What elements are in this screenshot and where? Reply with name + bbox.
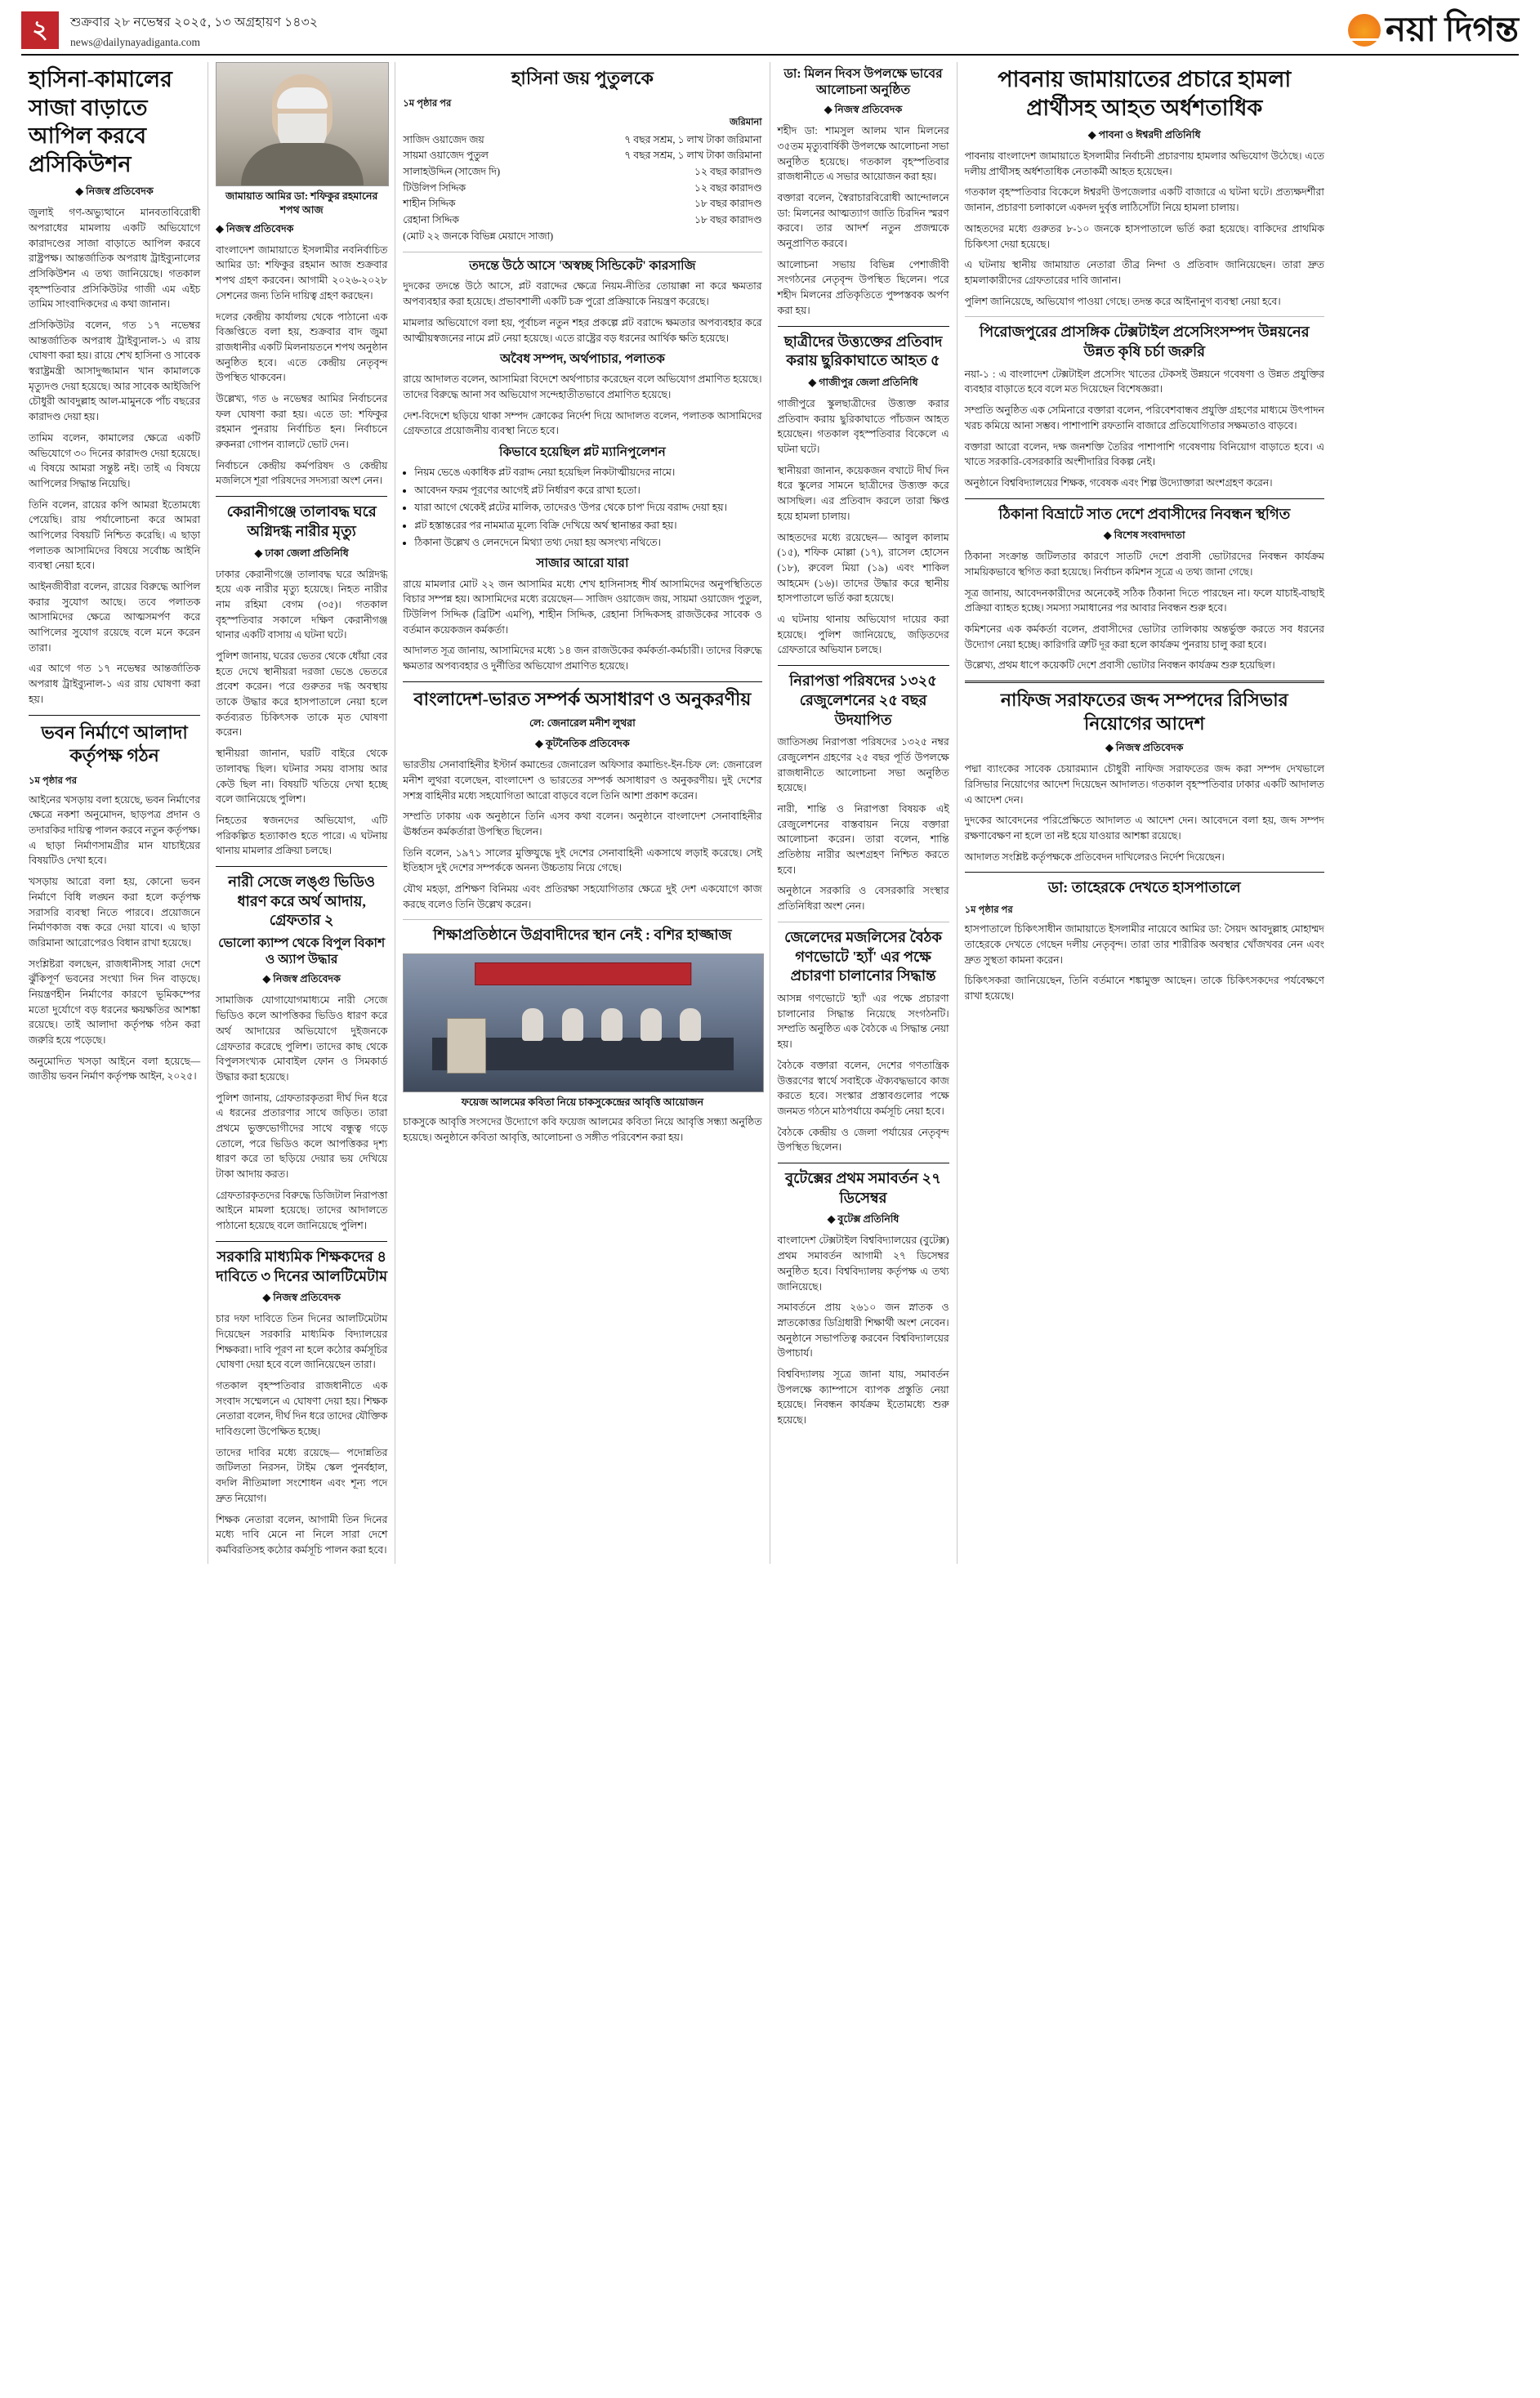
article-paragraph: যৌথ মহড়া, প্রশিক্ষণ বিনিময় এবং প্রতিরক্ষা সহযোগিতার ক্ষেত্রে দুই দেশ একযোগে কাজ করছে বলেও তিনি উল্লেখ করেন। bbox=[403, 883, 762, 910]
sub-deck: কিভাবে হয়েছিল প্লট ম্যানিপুলেশন bbox=[499, 445, 666, 460]
row-label: রেহানা সিদ্দিক bbox=[403, 213, 459, 226]
byline: ◆ নিজস্ব প্রতিবেদক bbox=[262, 973, 341, 985]
column-3 bbox=[395, 62, 770, 1564]
row-value: ১৮ বছর কারাদণ্ড bbox=[694, 213, 762, 226]
article-paragraph: আদালত সূত্র জানায়, আসামিদের মধ্যে ১৪ জন রাজউকের কর্মকর্তা-কর্মচারী। তাদের বিরুদ্ধে ক্ষমতার অপব্যবহার ও দুর্নীতির অভিযোগ প্রমাণিত হয়েছে। bbox=[403, 645, 762, 672]
article-paragraph: কমিশনের এক কর্মকর্তা বলেন, প্রবাসীদের ভোটার তালিকায় অন্তর্ভুক্ত করতে সব ধরনের উদ্যোগ নেয়া হচ্ছে। কারিগরি ত্রুটি দূর করা হলে কার্যক্রম পুনরায় চালু করা হবে। bbox=[964, 623, 1324, 650]
article-paragraph: সামাজিক যোগাযোগমাধ্যমে নারী সেজে ভিডিও কলে আপত্তিকর ভিডিও ধারণ করে অর্থ আদায়ের অভিযোগে দুইজনকে গ্রেফতার করেছে পুলিশ। তাদের কাছ থেকে বিপুলসংখ্যক মোবাইল ফোন ও সিমকার্ড উদ্ধার করা হয়েছে। bbox=[216, 994, 388, 1083]
article-paragraph: নারী, শান্তি ও নিরাপত্তা বিষয়ক এই রেজুলেশনের বাস্তবায়ন নিয়ে বক্তারা আলোচনা করেন। তারা বলেন, শান্তি প্রতিষ্ঠায় নারীর অংশগ্রহণ নিশ্চিত করতে হবে। bbox=[777, 803, 949, 876]
article-paragraph: ভারতীয় সেনাবাহিনীর ইস্টার্ন কমান্ডের জেনারেল অফিসার কমান্ডিং-ইন-চিফ লে: জেনারেল মনীশ লুথরা বলেছেন, বাংলাদেশ ও ভারতের সম্পর্ক অসাধারণ ও অনুকরণীয়। দুই দেশের সশস্ত্র বাহিনীর মধ্যে সহযোগিতা আরো বাড়বে বলে তিনি আশা প্রকাশ করেন। bbox=[403, 759, 762, 802]
column-2 bbox=[208, 62, 395, 1564]
article-paragraph: চিকিৎসকরা জানিয়েছেন, তিনি বর্তমানে শঙ্কামুক্ত আছেন। তাকে চিকিৎসকদের পর্যবেক্ষণে রাখা হয়েছে। bbox=[964, 975, 1324, 1002]
article-paragraph: আদালত সংশ্লিষ্ট কর্তৃপক্ষকে প্রতিবেদন দাখিলেরও নির্দেশ দিয়েছেন। bbox=[964, 851, 1225, 863]
row-value: ১২ বছর কারাদণ্ড bbox=[694, 165, 762, 177]
sub-headline: ডা: মিলন দিবস উপলক্ষে ভাবের আলোচনা অনুষ্ঠিত bbox=[783, 67, 943, 98]
row-label: (মোট ২২ জনকে বিভিন্ন মেয়াদে সাজা) bbox=[403, 230, 554, 242]
sub-headline: ছাত্রীদের উত্ত্যক্তের প্রতিবাদ করায় ছুরিকাঘাতে আহত ৫ bbox=[783, 333, 943, 369]
row-label: শাহীন সিদ্দিক bbox=[403, 198, 456, 210]
article-paragraph: পদ্মা ব্যাংকের সাবেক চেয়ারম্যান চৌধুরী নাফিজ সরাফতের জব্দ করা সম্পদ দেখভালে রিসিভার নিয়োগের আদেশ দিয়েছেন আদালত। গতকাল বৃহস্পতিবার ঢাকার একটি আদালত এ আদেশ দেন। bbox=[964, 763, 1324, 806]
article-paragraph: এ ঘটনায় স্থানীয় জামায়াত নেতারা তীব্র নিন্দা ও প্রতিবাদ জানিয়েছেন। তারা দ্রুত হামলাকারীদের গ্রেফতারের দাবি জানান। bbox=[964, 259, 1324, 286]
article-paragraph: তিনি বলেন, রায়ের কপি আমরা ইতোমধ্যে পেয়েছি। রায় পর্যালোচনা করে আমরা আপিলের বিষয়টি নিশ্চিত করেছি। এ ছাড়া পলাতক আসামিদের বিষয়ে সর্বোচ্চ আইনি ব্যবস্থা নেয়া হবে। bbox=[29, 498, 201, 572]
table-row bbox=[403, 229, 761, 245]
sub-headline: ভবন নির্মাণে আলাদা কর্তৃপক্ষ গঠন bbox=[41, 721, 188, 766]
row-label: সাজিদ ওয়াজেদ জয় bbox=[403, 133, 484, 145]
lead-headline: হাসিনা-কামালের সাজা বাড়াতে আপিল করবে প্রসিকিউশন bbox=[29, 67, 172, 176]
article-paragraph: তাদের দাবির মধ্যে রয়েছে— পদোন্নতির জটিলতা নিরসন, টাইম স্কেল পুনর্বহাল, বদলি নীতিমালা সংশোধন এবং শূন্য পদে দ্রুত নিয়োগ। bbox=[216, 1446, 388, 1504]
article-paragraph: গাজীপুরে স্কুলছাত্রীদের উত্ত্যক্ত করার প্রতিবাদ করায় ছুরিকাঘাতে পাঁচজন আহত হয়েছেন। গতকাল বৃহস্পতিবার বিকেলে এ ঘটনা ঘটে। bbox=[777, 398, 949, 456]
continuation-note: ১ম পৃষ্ঠার পর bbox=[964, 904, 1013, 916]
divider bbox=[403, 919, 761, 920]
bullet-list bbox=[414, 465, 761, 550]
divider bbox=[778, 665, 949, 666]
divider bbox=[216, 496, 387, 497]
photo-podium bbox=[447, 1018, 486, 1074]
article-paragraph: সংশ্লিষ্টরা বলছেন, রাজধানীসহ সারা দেশে ঝুঁকিপূর্ণ ভবনের সংখ্যা দিন দিন বাড়ছে। নিয়ন্ত্রণহীন নির্মাণের কারণে ভূমিকম্পের মতো দুর্যোগে বড় ধরনের ক্ষয়ক্ষতির আশঙ্কা রয়েছে। তাই আলাদা কর্তৃপক্ষ গঠন করা জরুরি হয়ে পড়েছে। bbox=[29, 958, 201, 1046]
sub-headline: বুটেক্সের প্রথম সমাবর্তন ২৭ ডিসেম্বর bbox=[785, 1169, 941, 1206]
article-paragraph: দুদকের তদন্তে উঠে আসে, প্লট বরাদ্দের ক্ষেত্রে নিয়ম-নীতির তোয়াক্কা না করে ক্ষমতার অপব্যবহার করা হয়েছে। প্রভাবশালী একটি চক্র পুরো প্রক্রিয়াকে নিয়ন্ত্রণ করেছে। bbox=[403, 280, 762, 308]
continuation-note: ১ম পৃষ্ঠার পর bbox=[403, 97, 452, 109]
row-value: ১২ বছর কারাদণ্ড bbox=[694, 181, 762, 194]
sub-headline: শিক্ষাপ্রতিষ্ঠানে উগ্রবাদীদের স্থান নেই : বশির হাজ্জাজ bbox=[433, 927, 732, 944]
photo-caption: জামায়াত আমির ডা: শফিকুর রহমানের শপথ আজ bbox=[225, 190, 378, 216]
divider bbox=[778, 326, 949, 327]
byline: ◆ নিজস্ব প্রতিবেদক bbox=[75, 185, 154, 198]
article-paragraph: দেশ-বিদেশে ছড়িয়ে থাকা সম্পদ ক্রোকের নির্দেশ দিয়ে আদালত বলেন, পলাতক আসামিদের গ্রেফতারে প্রয়োজনীয় ব্যবস্থা নিতে হবে। bbox=[403, 409, 762, 437]
portrait-photo bbox=[216, 62, 389, 186]
byline: ◆ কূটনৈতিক প্রতিবেদক bbox=[535, 738, 630, 750]
article-paragraph: বৈঠকে বক্তারা বলেন, দেশের গণতান্ত্রিক উত্তরণের স্বার্থে সবাইকে ঐক্যবদ্ধভাবে কাজ করতে হবে। সংস্কার প্রস্তাবগুলোর পক্ষে জনমত গঠনে মাঠপর্যায়ে কর্মসূচি নেয়া হবে। bbox=[777, 1059, 949, 1117]
photo-person bbox=[641, 1008, 662, 1041]
article-paragraph: চার দফা দাবিতে তিন দিনের আলটিমেটাম দিয়েছেন সরকারি মাধ্যমিক বিদ্যালয়ের শিক্ষকরা। দাবি পূরণ না হলে কঠোর কর্মসূচির ঘোষণা দেয়া হবে বলে জানিয়েছেন তারা। bbox=[216, 1313, 388, 1371]
byline: ◆ নিজস্ব প্রতিবেদক bbox=[1105, 742, 1184, 754]
article-paragraph: পুলিশ জানায়, গ্রেফতারকৃতরা দীর্ঘ দিন ধরে এ ধরনের প্রতারণার সাথে জড়িত। তারা প্রথমে ভুক্তভোগীদের সাথে বন্ধুত্ব গড়ে তোলে, পরে ভিডিও কলে আপত্তিকর দৃশ্য ধারণ করে তা ছড়িয়ে দেয়ার ভয় দেখিয়ে টাকা আদায় করত। bbox=[216, 1092, 388, 1181]
logo-text: নয়া দিগন্ত bbox=[1385, 11, 1519, 49]
article-paragraph: আহতদের মধ্যে গুরুতর ৮-১০ জনকে হাসপাতালে ভর্তি করা হয়েছে। বাকিদের প্রাথমিক চিকিৎসা দেয়া হয়েছে। bbox=[964, 222, 1324, 250]
article-paragraph: নয়া-১ : এ বাংলাদেশ টেক্সটাইল প্রসেসিং খাতের টেকসই উন্নয়নে গবেষণা ও উন্নত প্রযুক্তির ব্যবহার বাড়াতে হবে বলে মত দিয়েছেন বিশেষজ্ঞরা। bbox=[964, 368, 1324, 395]
list-item: • আবেদন ফরম পূরণের আগেই প্লট নির্ধারণ করে রাখা হতো। bbox=[414, 483, 761, 498]
article-paragraph: অনুমোদিত খসড়া আইনে বলা হয়েছে— জাতীয় ভবন নির্মাণ কর্তৃপক্ষ আইন, ২০২৫। bbox=[29, 1055, 201, 1083]
table-header: জরিমানা bbox=[730, 117, 762, 127]
list-item: • প্লট হস্তান্তরের পর নামমাত্র মূল্যে বিক্রি দেখিয়ে অর্থ স্থানান্তর করা হয়। bbox=[414, 518, 761, 533]
masthead bbox=[21, 11, 1519, 56]
table-row bbox=[403, 196, 761, 212]
row-value: ৭ বছর সশ্রম, ১ লাখ টাকা জরিমানা bbox=[624, 150, 762, 162]
newspaper-logo bbox=[1348, 13, 1519, 47]
article-paragraph: আলোচনা সভায় বিভিন্ন পেশাজীবী সংগঠনের নেতৃবৃন্দ উপস্থিত ছিলেন। পরে শহীদ মিলনের প্রতিকৃতিতে পুষ্পস্তবক অর্পণ করা হয়। bbox=[777, 258, 949, 316]
byline: ◆ নিজস্ব প্রতিবেদক bbox=[216, 222, 294, 234]
byline: ◆ ঢাকা জেলা প্রতিনিধি bbox=[254, 547, 349, 559]
article-paragraph: রায়ে মামলার মোট ২২ জন আসামির মধ্যে শেখ হাসিনাসহ শীর্ষ আসামিদের অনুপস্থিতিতে বিচার সম্পন্ন হয়। আসামিদের মধ্যে রয়েছেন— সাজিদ ওয়াজেদ জয়, সায়মা ওয়াজেদ পুতুল, টিউলিপ সিদ্দিক (ব্রিটিশ এমপি), শাহীন সিদ্দিক, রেহানা সিদ্দিকসহ রাজউকের সাবেক ও বর্তমান কয়েকজন কর্মকর্তা। bbox=[403, 578, 762, 636]
sun-icon bbox=[1348, 14, 1381, 47]
center-headline: হাসিনা জয় পুতুলকে bbox=[511, 68, 654, 88]
sub-deck: সাজার আরো যারা bbox=[536, 556, 629, 571]
publication-date: শুক্রবার ২৮ নভেম্বর ২০২৫, ১৩ অগ্রহায়ণ ১৪৩২ bbox=[70, 15, 319, 29]
divider bbox=[965, 681, 1324, 683]
article-paragraph: রায়ে আদালত বলেন, আসামিরা বিদেশে অর্থপাচার করেছেন বলে অভিযোগ প্রমাণিত হয়েছে। তাদের বিরুদ্ধে আনা সব অভিযোগ সন্দেহাতীতভাবে প্রমাণিত হয়েছে। bbox=[403, 373, 762, 401]
article-paragraph: গতকাল বৃহস্পতিবার বিকেলে ঈশ্বরদী উপজেলার একটি বাজারে এ ঘটনা ঘটে। প্রত্যক্ষদর্শীরা জানান, প্রচারণা চলাকালে একদল দুর্বৃত্ত লাঠিসোঁটা নিয়ে হামলা চালায়। bbox=[964, 186, 1324, 214]
article-paragraph: এ ঘটনায় থানায় অভিযোগ দায়ের করা হয়েছে। পুলিশ জানিয়েছে, জড়িতদের গ্রেফতারে অভিযান চলছে। bbox=[777, 613, 949, 656]
byline: ◆ গাজীপুর জেলা প্রতিনিধি bbox=[808, 377, 918, 389]
article-paragraph: দুদকের আবেদনের পরিপ্রেক্ষিতে আদালত এ আদেশ দেন। আবেদনে বলা হয়, জব্দ সম্পদ রক্ষণাবেক্ষণ না হলে তা নষ্ট হয়ে যাওয়ার আশঙ্কা রয়েছে। bbox=[964, 815, 1324, 842]
divider bbox=[216, 866, 387, 867]
photo-caption-body: চাকসুকে আবৃত্তি সংসদের উদ্যোগে কবি ফয়েজ আলমের কবিতা নিয়ে আবৃত্তি সন্ধ্যা অনুষ্ঠিত হয়েছে। অনুষ্ঠানে কবিতা আবৃত্তি, আলোচনা ও সঙ্গীত পরিবেশন করা হয়। bbox=[403, 1116, 762, 1143]
article-paragraph: সম্প্রতি ঢাকায় এক অনুষ্ঠানে তিনি এসব কথা বলেন। অনুষ্ঠানে বাংলাদেশ সেনাবাহিনীর ঊর্ধ্বতন কর্মকর্তারা উপস্থিত ছিলেন। bbox=[403, 810, 762, 838]
article-paragraph: অনুষ্ঠানে সরকারি ও বেসরকারি সংস্থার প্রতিনিধিরা অংশ নেন। bbox=[777, 885, 949, 913]
column-5 bbox=[770, 62, 957, 1564]
sub-headline: কেরানীগঞ্জে তালাবদ্ধ ঘরে অগ্নিদগ্ধ নারীর মৃত্যু bbox=[226, 503, 377, 539]
article-paragraph: ঢাকার কেরানীগঞ্জে তালাবদ্ধ ঘরে অগ্নিদগ্ধ হয়ে এক নারীর মৃত্যু হয়েছে। নিহত নারীর নাম রহিমা বেগম (৩৫)। গতকাল বৃহস্পতিবার সকালে দক্ষিণ কেরানীগঞ্জ থানার একটি বাসায় এ ঘটনা ঘটে। bbox=[216, 568, 388, 641]
column-6 bbox=[957, 62, 1332, 1564]
article-paragraph: তামিম বলেন, কামালের ক্ষেত্রে একটি অভিযোগে ৩০ দিনের কারাদণ্ড দেয়া হয়েছে। এ বিষয়ে আমরা সন্তুষ্ট নই। তাই এ বিষয়ে আপিলের সিদ্ধান্ত নিয়েছি। bbox=[29, 431, 201, 489]
sub-headline: বাংলাদেশ-ভারত সম্পর্ক অসাধারণ ও অনুকরণীয় bbox=[413, 688, 752, 709]
article-paragraph: গতকাল বৃহস্পতিবার রাজধানীতে এক সংবাদ সম্মেলনে এ ঘোষণা দেয়া হয়। শিক্ষক নেতারা বলেন, দীর্ঘ দিন ধরে তাদের যৌক্তিক দাবিগুলো উপেক্ষিত হচ্ছে। bbox=[216, 1380, 388, 1438]
row-value: ১৮ বছর কারাদণ্ড bbox=[694, 198, 762, 210]
article-paragraph: সূত্র জানায়, আবেদনকারীদের অনেকেই সঠিক ঠিকানা দিতে পারছেন না। ফলে যাচাই-বাছাই প্রক্রিয়া ব্যাহত হচ্ছে। সমস্যা সমাধানের পর আবার নিবন্ধন শুরু হবে। bbox=[964, 587, 1324, 614]
table-row bbox=[403, 181, 761, 197]
article-paragraph: বক্তারা আরো বলেন, দক্ষ জনশক্তি তৈরির পাশাপাশি গবেষণায় বিনিয়োগ বাড়াতে হবে। এ খাতে সরকারি-বেসরকারি অংশীদারির বিকল্প নেই। bbox=[964, 440, 1324, 468]
article-paragraph: খসড়ায় আরো বলা হয়, কোনো ভবন নির্মাণে বিধি লঙ্ঘন করা হলে কর্তৃপক্ষ সরাসরি ব্যবস্থা নিতে পারবে। প্রয়োজনে নির্মাণকাজ বন্ধ করে দেয়া যাবে। এ ছাড়া জরিমানা আরোপেরও বিধান রাখা হয়েছে। bbox=[29, 876, 201, 949]
byline: ◆ নিজস্ব প্রতিবেদক bbox=[824, 104, 903, 116]
article-paragraph: দলের কেন্দ্রীয় কার্যালয় থেকে পাঠানো এক বিজ্ঞপ্তিতে বলা হয়, শুক্রবার বাদ জুমা রাজধানীর একটি মিলনায়তনে শপথ অনুষ্ঠান অনুষ্ঠিত হবে। এতে কেন্দ্রীয় নেতৃবৃন্দ উপস্থিত থাকবেন। bbox=[216, 310, 388, 384]
content-grid bbox=[21, 62, 1519, 1564]
divider bbox=[216, 1241, 387, 1242]
byline: ◆ পাবনা ও ঈশ্বরদী প্রতিনিধি bbox=[1087, 129, 1201, 141]
article-paragraph: ঠিকানা সংক্রান্ত জটিলতার কারণে সাতটি দেশে প্রবাসী ভোটারদের নিবন্ধন কার্যক্রম সাময়িকভাবে স্থগিত করা হয়েছে। নির্বাচন কমিশন সূত্রে এ তথ্য জানা গেছে। bbox=[964, 551, 1324, 578]
divider bbox=[965, 872, 1324, 873]
sub-headline: সরকারি মাধ্যমিক শিক্ষকদের ৪ দাবিতে ৩ দিনের আলটিমেটাম bbox=[216, 1248, 388, 1284]
divider bbox=[965, 498, 1324, 499]
list-item: • যারা আগে থেকেই প্লটের মালিক, তাদেরও 'উপর থেকে চাপ' দিয়ে বরাদ্দ দেয়া হয়। bbox=[414, 500, 761, 515]
divider bbox=[965, 316, 1324, 317]
photo-cap bbox=[277, 87, 328, 109]
photo-person bbox=[680, 1008, 701, 1041]
article-paragraph: শহীদ ডা: শামসুল আলম খান মিলনের ৩৫তম মৃত্যুবার্ষিকী উপলক্ষে আলোচনা সভা অনুষ্ঠিত হয়েছে। গতকাল বৃহস্পতিবার রাজধানীতে এ সভার আয়োজন করা হয়। bbox=[777, 125, 949, 183]
article-paragraph: বৈঠকে কেন্দ্রীয় ও জেলা পর্যায়ের নেতৃবৃন্দ উপস্থিত ছিলেন। bbox=[777, 1126, 949, 1154]
row-value: ৭ বছর সশ্রম, ১ লাখ টাকা জরিমানা bbox=[624, 133, 762, 145]
article-paragraph: পুলিশ জানায়, ঘরের ভেতর থেকে ধোঁয়া বের হতে দেখে স্থানীয়রা দরজা ভেঙে ভেতরে প্রবেশ করেন। পরে গুরুতর দগ্ধ অবস্থায় তাকে উদ্ধার করে হাসপাতালে নেয়া হলে কর্তব্যরত চিকিৎসক তাকে মৃত ঘোষণা করেন। bbox=[216, 650, 388, 739]
article-paragraph: উল্লেখ্য, গত ৬ নভেম্বর আমির নির্বাচনের ফল ঘোষণা করা হয়। এতে ডা: শফিকুর রহমান পুনরায় নির্বাচিত হন। নির্বাচনে রুকনরা গোপন ব্যালটে ভোট দেন। bbox=[216, 392, 388, 450]
sub-headline: ডা: তাহেরকে দেখতে হাসপাতালে bbox=[1047, 879, 1241, 896]
article-paragraph: গ্রেফতারকৃতদের বিরুদ্ধে ডিজিটাল নিরাপত্তা আইনে মামলা হয়েছে। তাদের আদালতে পাঠানো হয়েছে বলে জানিয়েছে পুলিশ। bbox=[216, 1189, 388, 1232]
article-paragraph: নিহতের স্বজনদের অভিযোগ, এটি পরিকল্পিত হত্যাকাণ্ড হতে পারে। এ ঘটনায় থানায় মামলার প্রক্রিয়া চলছে। bbox=[216, 814, 388, 857]
article-paragraph: স্থানীয়রা জানান, ঘরটি বাইরে থেকে তালাবদ্ধ ছিল। ঘটনার সময় বাসায় আর কেউ ছিল না। বিষয়টি খতিয়ে দেখা হচ্ছে বলে জানিয়েছে পুলিশ। bbox=[216, 748, 388, 806]
sub-headline: ঠিকানা বিভ্রাটে সাত দেশে প্রবাসীদের নিবন্ধন স্থগিত bbox=[998, 505, 1291, 522]
article-paragraph: বাংলাদেশ জামায়াতে ইসলামীর নবনির্বাচিত আমির ডা: শফিকুর রহমান আজ শুক্রবার শপথ গ্রহণ করবেন। আগামী ২০২৬-২০২৮ সেশনের জন্য তিনি দায়িত্ব গ্রহণ করছেন। bbox=[216, 243, 388, 301]
attribution: লে: জেনারেল মনীশ লুথরা bbox=[529, 717, 636, 730]
byline: ◆ নিজস্ব প্রতিবেদক bbox=[262, 1292, 341, 1304]
article-paragraph: হাসপাতালে চিকিৎসাধীন জামায়াতে ইসলামীর নায়েবে আমির ডা: সৈয়দ আবদুল্লাহ মোহাম্মদ তাহেরকে দেখতে গেছেন দলীয় নেতৃবৃন্দ। তারা তার শারীরিক অবস্থার খোঁজখবর নেন এবং দ্রুত সুস্থতা কামনা করেন। bbox=[964, 923, 1324, 966]
sub-headline: পিরোজপুরের প্রাসঙ্গিক টেক্সটাইল প্রসেসিংসম্পদ উন্নয়নের উন্নত কৃষি চর্চা জরুরি bbox=[979, 324, 1310, 360]
article-paragraph: পাবনায় বাংলাদেশ জামায়াতে ইসলামীর নির্বাচনী প্রচারণায় হামলার অভিযোগ উঠেছে। এতে দলীয় প্রার্থীসহ অর্ধশতাধিক নেতাকর্মী আহত হয়েছেন। bbox=[964, 150, 1324, 177]
article-paragraph: আইনজীবীরা বলেন, রায়ের বিরুদ্ধে আপিল করার সুযোগ আছে। তবে পলাতক আসামিদের ক্ষেত্রে আত্মসমর্পণ করে আপিলের সুযোগ রয়েছে বলে মনে করেন তারা। bbox=[29, 581, 201, 654]
article-paragraph: মামলার অভিযোগে বলা হয়, পূর্বাচল নতুন শহর প্রকল্পে প্লট বরাদ্দে ক্ষমতার অপব্যবহার করে আত্মীয়স্বজনের নামে প্লট নেয়া হয়েছে। এতে রাষ্ট্রের বড় ধরনের আর্থিক ক্ষতি হয়েছে। bbox=[403, 316, 762, 344]
table-row bbox=[403, 164, 761, 181]
byline: ◆ বুটেক্স প্রতিনিধি bbox=[827, 1213, 899, 1226]
table-row bbox=[403, 212, 761, 229]
article-paragraph: বক্তারা বলেন, স্বৈরাচারবিরোধী আন্দোলনে ডা: মিলনের আত্মত্যাগ জাতি চিরদিন স্মরণ করবে। তার আদর্শ নতুন প্রজন্মকে অনুপ্রাণিত করবে। bbox=[777, 192, 949, 250]
article-paragraph: জুলাই গণ-অভ্যুত্থানে মানবতাবিরোধী অপরাধের মামলায় একটি অভিযোগে কারাদণ্ডের সাজা বাড়াতে আপিল করবে রাষ্ট্রপক্ষ। আন্তর্জাতিক অপরাধ ট্রাইব্যুনালের প্রসিকিউশন এ তথ্য জানিয়েছে। গতকাল বৃহস্পতিবার প্রসিকিউটর গাজী এম এইচ তামিম সাংবাদিকদের এ কথা জানান। bbox=[29, 207, 201, 310]
article-paragraph: উল্লেখ্য, প্রথম ধাপে কয়েকটি দেশে প্রবাসী ভোটার নিবন্ধন কার্যক্রম শুরু হয়েছিল। bbox=[964, 659, 1275, 672]
article-paragraph: শিক্ষক নেতারা বলেন, আগামী তিন দিনের মধ্যে দাবি মেনে না নিলে সারা দেশে কর্মবিরতিসহ কঠোর কর্মসূচি পালন করা হবে। bbox=[216, 1513, 388, 1556]
photo-person bbox=[522, 1008, 543, 1041]
sub-deck: অবৈধ সম্পদ, অর্থপাচার, পলাতক bbox=[499, 352, 665, 367]
divider bbox=[29, 715, 200, 716]
byline: ◆ বিশেষ সংবাদদাতা bbox=[1103, 529, 1185, 542]
sub-headline: নারী সেজে লঙ্গু ভিডিও ধারণ করে অর্থ আদায়, গ্রেফতার ২ bbox=[228, 873, 376, 929]
photo-body bbox=[241, 143, 364, 185]
right-lead-headline: পাবনায় জামায়াতের প্রচারে হামলা প্রার্থীসহ আহত অর্ধশতাধিক bbox=[998, 67, 1292, 120]
list-item: • নিয়ম ভেঙে একাধিক প্লট বরাদ্দ নেয়া হয়েছিল নিকটাত্মীয়দের নামে। bbox=[414, 465, 761, 480]
article-paragraph: জাতিসঙ্ঘ নিরাপত্তা পরিষদের ১৩২৫ নম্বর রেজুলেশন গ্রহণের ২৫ বছর পূর্তি উপলক্ষে রাজধানীতে আলোচনা সভা অনুষ্ঠিত হয়েছে। bbox=[777, 736, 949, 794]
article-paragraph: অনুষ্ঠানে বিশ্ববিদ্যালয়ের শিক্ষক, গবেষক এবং শিল্প উদ্যোক্তারা অংশগ্রহণ করেন। bbox=[964, 476, 1273, 489]
article-paragraph: বিশ্ববিদ্যালয় সূত্রে জানা যায়, সমাবর্তন উপলক্ষে ক্যাম্পাসে ব্যাপক প্রস্তুতি নেয়া হয়েছে। নিবন্ধন কার্যক্রম ইতোমধ্যে শুরু হয়েছে। bbox=[777, 1368, 949, 1427]
contact-email: news@dailynayadiganta.com bbox=[70, 35, 201, 48]
sub-deck: ভোলো ক্যাম্প থেকে বিপুল বিকাশ ও অ্যাপ উদ্ধার bbox=[218, 936, 386, 967]
sub-headline: নাফিজ সরাফতের জব্দ সম্পদের রিসিভার নিয়োগের আদেশ bbox=[1000, 690, 1288, 734]
article-paragraph: পুলিশ জানিয়েছে, অভিযোগ পাওয়া গেছে। তদন্ত করে আইনানুগ ব্যবস্থা নেয়া হবে। bbox=[964, 295, 1281, 307]
article-paragraph: সম্প্রতি অনুষ্ঠিত এক সেমিনারে বক্তারা বলেন, পরিবেশবান্ধব প্রযুক্তি গ্রহণের মাধ্যমে উৎপাদন খরচ কমিয়ে আনা সম্ভব। পাশাপাশি রফতানি বাজারে প্রতিযোগিতার সক্ষমতাও বাড়বে। bbox=[964, 404, 1324, 431]
divider bbox=[403, 681, 761, 682]
article-paragraph: প্রসিকিউটর বলেন, গত ১৭ নভেম্বর আন্তর্জাতিক অপরাধ ট্রাইব্যুনাল-১ এ রায় ঘোষণা করা হয়। রায়ে শেখ হাসিনা ও সাবেক স্বরাষ্ট্রমন্ত্রী আসাদুজ্জামান খান কামালকে মৃত্যুদণ্ড দেয়া হয়েছে। আর সাবেক আইজিপি চৌধুরী আবদুল্লাহ আল-মামুনকে পাঁচ বছরের কারাদণ্ড দেয়া হয়। bbox=[29, 319, 201, 423]
column-1 bbox=[21, 62, 208, 1564]
continuation-note: ১ম পৃষ্ঠার পর bbox=[29, 775, 78, 786]
article-paragraph: আসন্ন গণভোটে 'হ্যাঁ' এর পক্ষে প্রচারণা চালানোর সিদ্ধান্ত নিয়েছে সংগঠনটি। সম্প্রতি অনুষ্ঠিত এক বৈঠকে এ সিদ্ধান্ত নেয়া হয়। bbox=[777, 993, 949, 1051]
table-row bbox=[403, 132, 761, 149]
article-paragraph: আহতদের মধ্যে রয়েছেন— আবুল কালাম (১৫), শফিক মোল্লা (১৭), রাসেল হোসেন (১৮), রুবেল মিয়া (১৯) এবং শাকিল আহমেদ (১৬)। তাদের উদ্ধার করে স্থানীয় হাসপাতালে ভর্তি করা হয়েছে। bbox=[777, 531, 949, 605]
article-paragraph: স্থানীয়রা জানান, কয়েকজন বখাটে দীর্ঘ দিন ধরে স্কুলের সামনে ছাত্রীদের উত্ত্যক্ত করে আসছিল। এর প্রতিবাদ করলে তারা ক্ষিপ্ত হয়ে হামলা চালায়। bbox=[777, 464, 949, 522]
sub-headline: নিরাপত্তা পরিষদের ১৩২৫ রেজুলেশনের ২৫ বছর উদযাপিত bbox=[789, 672, 937, 728]
article-paragraph: এর আগে গত ১৭ নভেম্বর আন্তর্জাতিক অপরাধ ট্রাইব্যুনাল-১ এর রায় ঘোষণা করা হয়। bbox=[29, 663, 201, 705]
row-label: সায়মা ওয়াজেদ পুতুল bbox=[403, 150, 489, 162]
photo-caption: ফয়েজ আলমের কবিতা নিয়ে চাকসুকেন্দ্রের আবৃত্তি আয়োজন bbox=[461, 1096, 704, 1109]
event-photo bbox=[403, 953, 763, 1092]
row-label: টিউলিপ সিদ্দিক bbox=[403, 181, 466, 194]
photo-banner bbox=[475, 962, 692, 985]
sub-headline: জেলেদের মজলিসের বৈঠক গণভোটে 'হ্যাঁ' এর পক্ষে প্রচারণা চালানোর সিদ্ধান্ত bbox=[784, 928, 942, 985]
article-paragraph: আইনের খসড়ায় বলা হয়েছে, ভবন নির্মাণের ক্ষেত্রে নকশা অনুমোদন, ছাড়পত্র প্রদান ও তদারকির দায়িত্ব পালন করবে নতুন কর্তৃপক্ষ। এ ছাড়া নির্মাণসামগ্রীর মান যাচাইয়ের বিষয়টিও দেখা হবে। bbox=[29, 793, 201, 867]
article-paragraph: নির্বাচনে কেন্দ্রীয় কর্মপরিষদ ও কেন্দ্রীয় মজলিসে শূরা পরিষদের সদস্যরা অংশ নেন। bbox=[216, 459, 388, 487]
article-paragraph: সমাবর্তনে প্রায় ২৬১০ জন স্নাতক ও স্নাতকোত্তর ডিগ্রিধারী শিক্ষার্থী অংশ নেবেন। অনুষ্ঠানে সভাপতিত্ব করবেন বিশ্ববিদ্যালয়ের উপাচার্য। bbox=[777, 1302, 949, 1360]
photo-person bbox=[601, 1008, 623, 1041]
article-paragraph: তিনি বলেন, ১৯৭১ সালের মুক্তিযুদ্ধে দুই দেশের সেনাবাহিনী একসাথে লড়াই করেছে। সেই ইতিহাস দুই দেশের সম্পর্ককে অনন্য উচ্চতায় নিয়ে গেছে। bbox=[403, 846, 762, 874]
table-row bbox=[403, 148, 761, 164]
masthead-info bbox=[70, 12, 1348, 49]
article-paragraph: বাংলাদেশ টেক্সটাইল বিশ্ববিদ্যালয়ের (বুটেক্স) প্রথম সমাবর্তন আগামী ২৭ ডিসেম্বর অনুষ্ঠিত হবে। বিশ্ববিদ্যালয় কর্তৃপক্ষ এ তথ্য জানিয়েছে। bbox=[777, 1235, 949, 1293]
list-item: • ঠিকানা উল্লেখ ও লেনদেনে মিথ্যা তথ্য দেয়া হয় অসংখ্য নথিতে। bbox=[414, 535, 761, 550]
page-number: ২ bbox=[21, 11, 59, 49]
sub-deck: তদন্তে উঠে আসে 'অস্বচ্ছ সিন্ডিকেট' কারসাজি bbox=[469, 259, 696, 274]
row-label: সালাহউদ্দিন (সাজেদ দি) bbox=[403, 165, 501, 177]
photo-person bbox=[562, 1008, 583, 1041]
